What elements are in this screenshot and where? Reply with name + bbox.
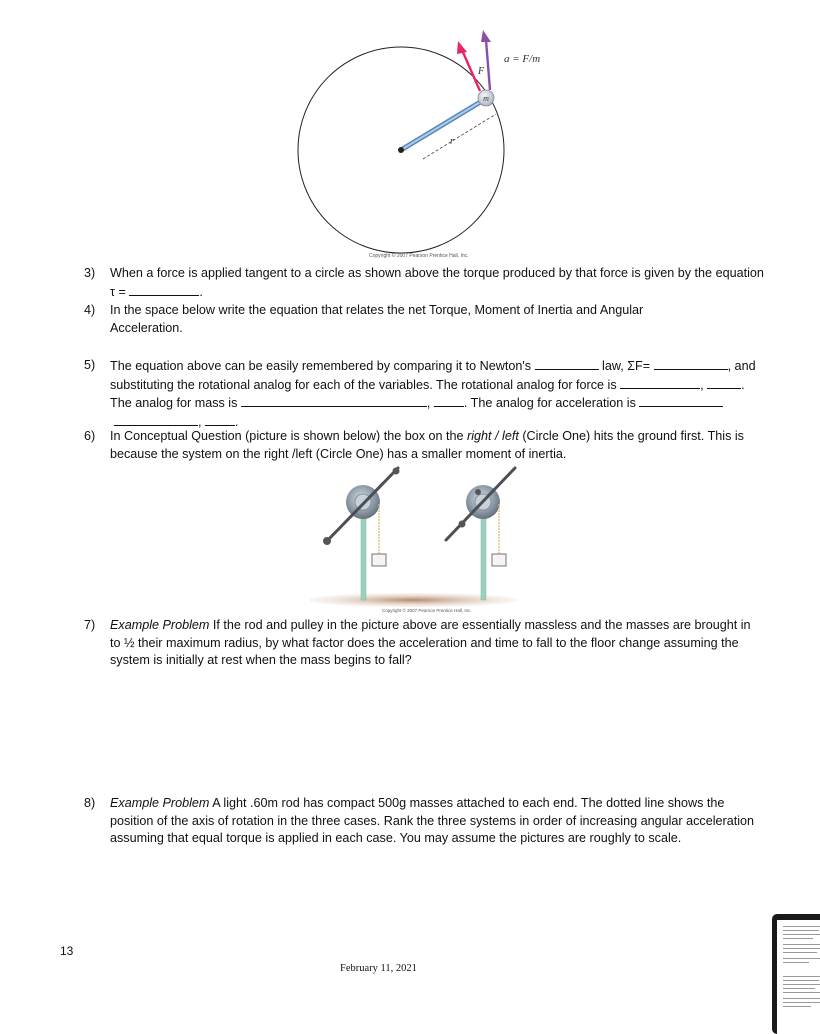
answer-blank-inertia-name[interactable] — [241, 394, 427, 407]
label-F: F — [478, 66, 485, 77]
accel-arrow-shaft — [486, 40, 490, 90]
question-text: When a force is applied tangent to a circle as shown above the torque produced by that force is given by the equation τ = — [110, 266, 764, 299]
label-a: a = F/m — [504, 53, 541, 65]
page-number: 13 — [60, 944, 74, 958]
label-r: r — [450, 136, 454, 147]
question-text: If the rod and pulley in the picture above are essentially massless and the masses are brought in to ½ their maximum radius, by what factor does the acceleration and time to fall to the floor change assuming the system is initially at rest when the mass begins to fall? — [110, 618, 751, 667]
example-problem-label: Example Problem — [110, 618, 210, 632]
label-m: m — [483, 94, 489, 103]
question-5: 5) The equation above can be easily remembered by comparing it to Newton's law, ΣF= , and substituting the rotational analog for each of the variables. The rotational analog for force is , . The analog for mass is , . The analog for acceleration is , . — [84, 358, 756, 429]
pulley-figure — [310, 464, 530, 612]
copyright-pulley: Copyright © 2007 Pearson Prentice Hall, Inc. — [382, 608, 472, 613]
thumbnail-page — [777, 920, 820, 1034]
answer-blank-inertia-symbol[interactable] — [434, 394, 464, 407]
hanging-box — [372, 554, 386, 566]
pivot-point — [398, 147, 404, 153]
ground — [310, 593, 518, 607]
right-pulley-system — [446, 468, 515, 600]
question-7 — [84, 617, 764, 670]
left-pulley-system — [323, 468, 400, 601]
question-3: 3) When a force is applied tangent to a circle as shown above the torque produced by that force is given by the equation τ = . — [84, 266, 764, 299]
question-number: 6) — [84, 429, 96, 443]
copyright-top: Copyright © 2007 Pearson Prentice Hall, Inc. — [369, 253, 469, 259]
question-number: 4) — [84, 303, 96, 317]
question-text: A light .60m rod has compact 500g masses attached to each end. The dotted line shows the position of the axis of rotation in the three cases. Rank the three systems in order of increasing angular acceleration assuming that equal torque is applied in each case. You may assume the pictures are roughly to scale. — [110, 796, 755, 845]
rod-mass — [475, 489, 481, 495]
rod — [446, 468, 515, 540]
rod-mass — [459, 521, 466, 528]
rod-end-mass — [393, 468, 400, 475]
question-6: 6) In Conceptual Question (picture is shown below) the box on the right / left (Circle One) hits the ground first. This is because the system on the right /left (Circle One) has a smaller moment of inertia. — [84, 429, 744, 461]
question-number: 5) — [84, 358, 96, 372]
force-arrow-head — [457, 41, 467, 54]
rotation-figure — [290, 28, 590, 263]
question-number: 3) — [84, 266, 96, 280]
circle-choice[interactable]: right / left — [467, 429, 519, 443]
answer-blank-alpha-name-2[interactable] — [114, 413, 198, 426]
answer-blank-alpha-symbol[interactable] — [205, 413, 235, 426]
answer-blank-torque-name[interactable] — [620, 376, 700, 389]
rod-end-mass — [323, 537, 331, 545]
answer-blank-law[interactable] — [535, 357, 599, 370]
footer-date: February 11, 2021 — [340, 963, 417, 974]
accel-arrow-head — [481, 30, 491, 42]
question-number: 8) — [84, 796, 96, 810]
answer-blank-force-eq[interactable] — [654, 357, 728, 370]
radius-line — [423, 114, 496, 159]
page-thumbnail[interactable] — [772, 914, 820, 1034]
example-problem-label: Example Problem — [110, 796, 210, 810]
question-number: 7) — [84, 618, 96, 632]
question-4 — [84, 302, 764, 337]
question-8 — [84, 795, 764, 848]
hanging-box — [492, 554, 506, 566]
answer-blank-torque-symbol[interactable] — [707, 376, 741, 389]
answer-blank-alpha-name[interactable] — [639, 394, 723, 407]
answer-blank[interactable] — [129, 283, 199, 296]
question-text: In the space below write the equation that relates the net Torque, Moment of Inertia and Angular Acceleration. — [110, 303, 644, 335]
